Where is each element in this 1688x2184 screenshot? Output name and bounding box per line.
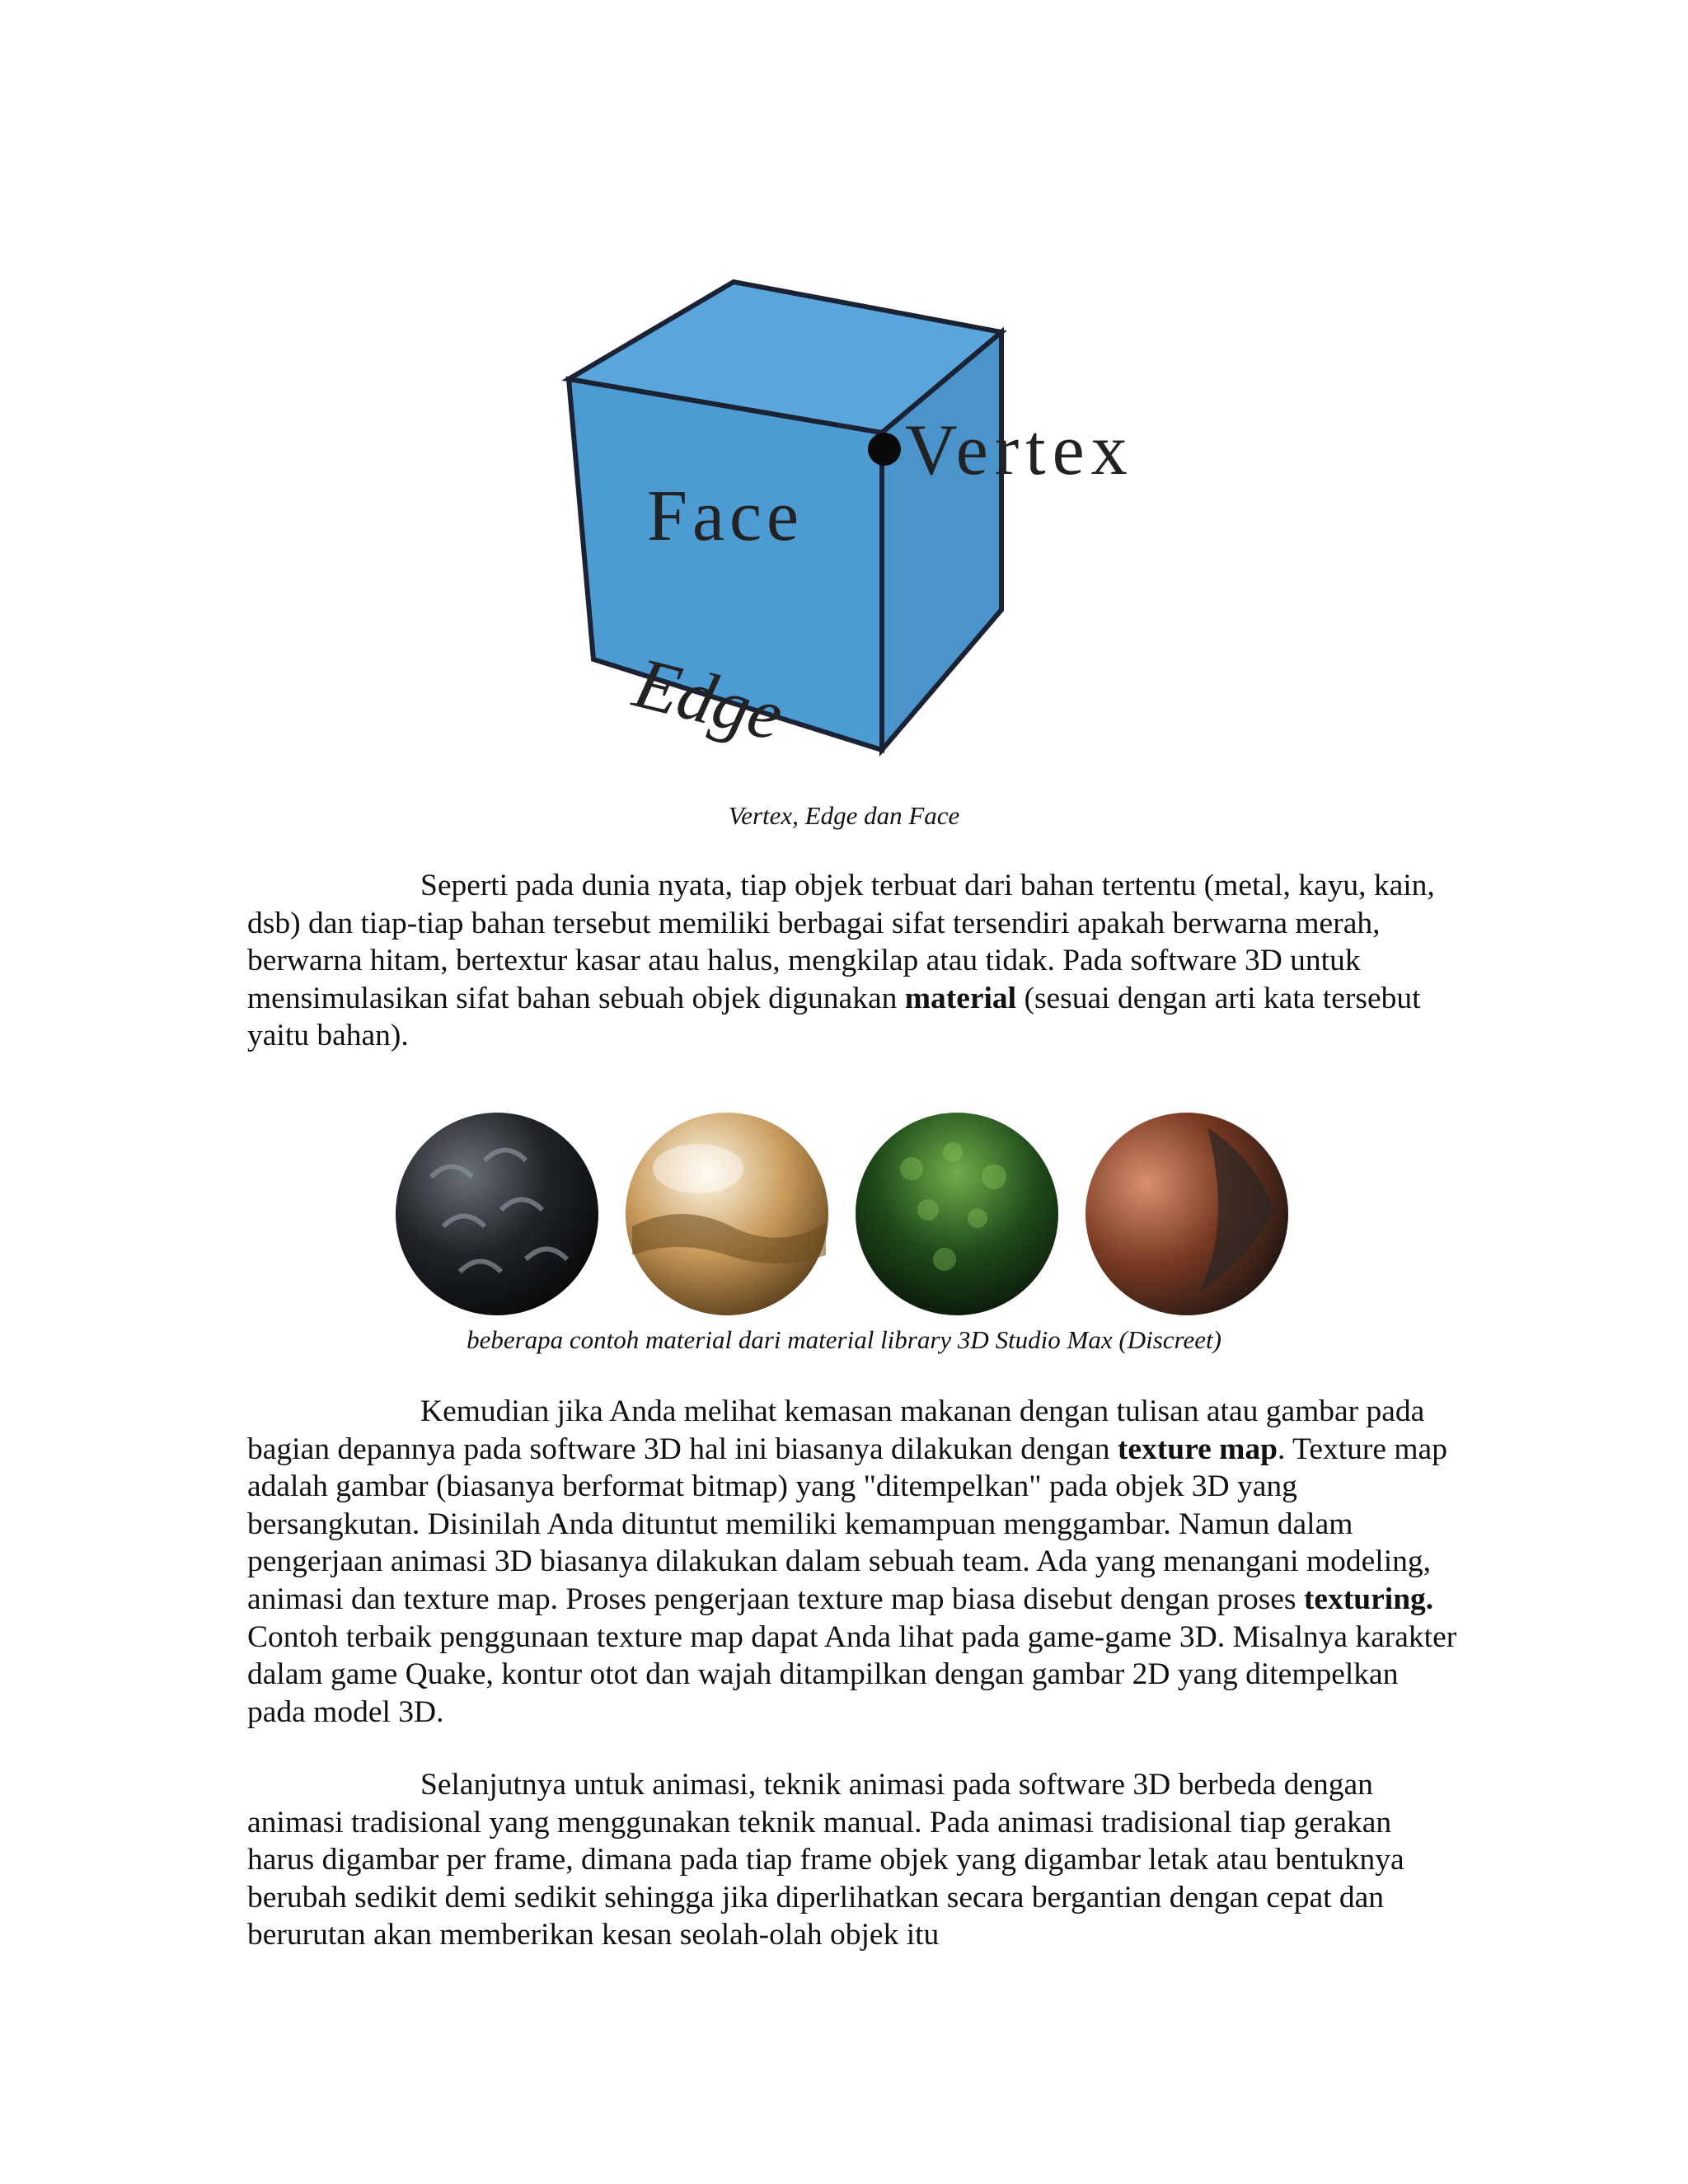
paragraph-texture-text-2: . Texture map adalah gambar (biasanya berformat bitmap) yang "ditempelkan" pada objek 3D yang bersangkutan. Disinilah Anda dituntut memiliki kemampuan menggambar. Namun dalam pengerjaan animasi 3D biasanya dilakukan dalam sebuah team. Ada yang menangani modeling, animasi dan texture map. Proses pengerjaan texture map biasa disebut dengan proses xyxy=(247,1432,1447,1616)
term-texture-map: texture map xyxy=(1117,1432,1278,1466)
figure-caption-materials: beberapa contoh material dari material library 3D Studio Max (Discreet) xyxy=(467,1325,1221,1354)
face-label: Face xyxy=(647,476,804,556)
paragraph-material xyxy=(247,867,1459,1055)
edge-label: Edge xyxy=(626,643,791,757)
vertex-label: Vertex xyxy=(905,410,1134,490)
vertex-dot xyxy=(868,433,901,466)
term-material: material xyxy=(904,981,1017,1015)
paragraph-material-text-2: (sesuai dengan arti kata tersebut yaitu bahan). xyxy=(247,981,1421,1053)
foliage-sphere-icon xyxy=(854,1111,1060,1317)
paragraph-texture-text-3: Contoh terbaik penggunaan texture map dapat Anda lihat pada game-game 3D. Misalnya karakter dalam game Quake, kontur otot dan wajah ditampilkan dengan gambar 2D yang ditempelkan pada model 3D. xyxy=(247,1619,1457,1729)
paragraph-animation: Selanjutnya untuk animasi, teknik animasi pada software 3D berbeda dengan animasi tradisional yang menggunakan teknik manual. Pada animasi tradisional tiap gerakan harus digambar per frame, dimana pada tiap frame objek yang digambar letak atau bentuknya berubah sedikit demi sedikit sehingga jika diperlihatkan secara bergantian dengan cepat dan berurutan akan memberikan kesan seolah-olah objek itu xyxy=(247,1768,1404,1952)
paragraph-material-text-1: Seperti pada dunia nyata, tiap objek terbuat dari bahan tertentu (metal, kayu, kain, dsb) dan tiap-tiap bahan tersebut memiliki berbagai sifat tersendiri apakah berwarna merah, berwarna hitam, bertextur kasar atau halus, mengkilap atau tidak. Pada software 3D untuk mensimulasikan sifat bahan sebuah objek digunakan xyxy=(247,869,1435,1015)
paragraph-texture-map xyxy=(247,1393,1459,1731)
figure-caption-cube: Vertex, Edge dan Face xyxy=(728,801,960,830)
rusty-copper-sphere-icon xyxy=(1084,1111,1290,1317)
cube-diagram xyxy=(544,268,1170,762)
term-texturing: texturing. xyxy=(1303,1582,1434,1616)
marble-gold-sphere-icon xyxy=(624,1111,830,1317)
paragraph-texture-text-1: Kemudian jika Anda melihat kemasan makanan dengan tulisan atau gambar pada bagian depannya pada software 3D hal ini biasanya dilakukan dengan xyxy=(247,1394,1425,1466)
metal-tread-sphere-icon xyxy=(394,1111,600,1317)
material-spheres xyxy=(387,1104,1302,1319)
